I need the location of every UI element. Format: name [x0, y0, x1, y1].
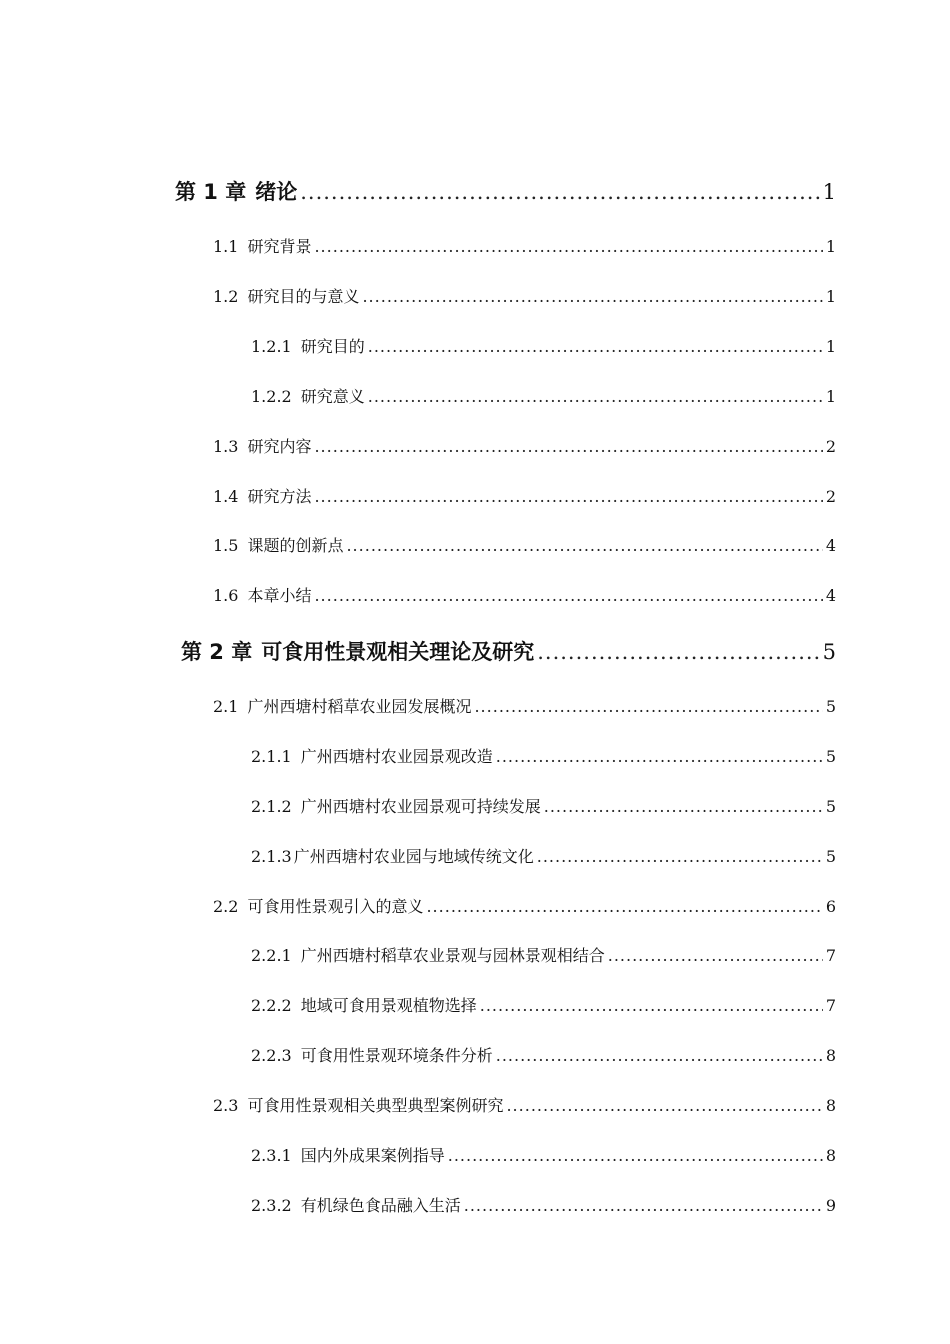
toc-entry-1-3[interactable]: [213, 434, 836, 457]
entry-title: 可食用性景观相关理论及研究: [261, 640, 535, 664]
entry-number: 1.6: [213, 586, 239, 605]
page-number: 1: [825, 237, 836, 256]
entry-title: 研究目的: [300, 337, 365, 356]
toc-entry-2-1-2[interactable]: [251, 794, 836, 817]
toc-entry-2-2[interactable]: [213, 894, 836, 917]
dot-leader: [426, 897, 822, 916]
page-number: 8: [825, 1046, 836, 1065]
dot-leader: [608, 946, 823, 965]
entry-title: 广州西塘村稻草农业园发展概况: [247, 697, 472, 716]
entry-title: 广州西塘村稻草农业景观与园林景观相结合: [300, 946, 605, 965]
toc-entry-chapter-1[interactable]: [175, 176, 836, 206]
toc-entry-1-4[interactable]: [213, 484, 836, 507]
entry-number: 1.2.1: [251, 337, 292, 356]
entry-title: 可食用性景观引入的意义: [247, 897, 424, 916]
toc-entry-2-1-1[interactable]: [251, 744, 836, 767]
entry-number: 2.1.2: [251, 797, 292, 816]
entry-title: 课题的创新点: [247, 536, 344, 555]
toc-entry-1-2-2[interactable]: [251, 384, 836, 407]
page-number: 7: [825, 996, 836, 1015]
dot-leader: [537, 847, 823, 866]
dot-leader: [464, 1196, 823, 1215]
dot-leader: [346, 536, 822, 555]
page-number: 2: [825, 437, 836, 456]
toc-entry-2-3[interactable]: [213, 1093, 836, 1116]
page-number: 2: [825, 487, 836, 506]
page-number: 5: [822, 640, 836, 664]
entry-title: 研究目的与意义: [247, 287, 360, 306]
toc-entry-2-2-1[interactable]: [251, 943, 836, 966]
entry-number: 2.2.3: [251, 1046, 292, 1065]
dot-leader: [314, 487, 822, 506]
entry-title: 有机绿色食品融入生活: [300, 1196, 461, 1215]
entry-title: 可食用性景观相关典型典型案例研究: [247, 1096, 504, 1115]
entry-number: 2.1.1: [251, 747, 292, 766]
entry-title: 广州西塘村农业园与地域传统文化: [293, 847, 534, 866]
entry-number: 2.2.2: [251, 996, 292, 1015]
entry-number: 2.2: [213, 897, 239, 916]
entry-number: 1.3: [213, 437, 239, 456]
toc-entry-1-1[interactable]: [213, 234, 836, 257]
toc-entry-1-5[interactable]: [213, 533, 836, 556]
entry-title: 广州西塘村农业园景观可持续发展: [300, 797, 541, 816]
page-number: 1: [825, 387, 836, 406]
entry-number: 2.3.2: [251, 1196, 292, 1215]
entry-title: 绪论: [255, 180, 298, 204]
entry-title: 研究意义: [300, 387, 365, 406]
dot-leader: [314, 586, 822, 605]
page-number: 8: [825, 1146, 836, 1165]
dot-leader: [448, 1146, 823, 1165]
page-number: 6: [825, 897, 836, 916]
dot-leader: [496, 1046, 823, 1065]
page-number: 5: [825, 797, 836, 816]
dot-leader: [300, 180, 819, 204]
dot-leader: [314, 437, 822, 456]
entry-title: 国内外成果案例指导: [300, 1146, 445, 1165]
toc-entry-1-2-1[interactable]: [251, 334, 836, 357]
page-number: 1: [825, 337, 836, 356]
dot-leader: [480, 996, 823, 1015]
page-number: 4: [825, 536, 836, 555]
entry-title: 地域可食用景观植物选择: [300, 996, 477, 1015]
dot-leader: [506, 1096, 822, 1115]
page-number: 5: [825, 697, 836, 716]
toc-entry-2-2-2[interactable]: [251, 993, 836, 1016]
page-number: 8: [825, 1096, 836, 1115]
dot-leader: [474, 697, 822, 716]
entry-title: 研究背景: [247, 237, 312, 256]
dot-leader: [368, 337, 823, 356]
toc-entry-1-6[interactable]: [213, 583, 836, 606]
entry-title: 广州西塘村农业园景观改造: [300, 747, 493, 766]
dot-leader: [537, 640, 819, 664]
entry-number: 2.3.1: [251, 1146, 292, 1165]
dot-leader: [544, 797, 823, 816]
page-number: 7: [825, 946, 836, 965]
toc-entry-2-1-3[interactable]: [251, 844, 836, 867]
page-number: 1: [825, 287, 836, 306]
entry-number: 2.1.3: [251, 847, 292, 866]
entry-number: 1.1: [213, 237, 239, 256]
toc-entry-2-2-3[interactable]: [251, 1043, 836, 1066]
entry-number: 2.3: [213, 1096, 239, 1115]
toc-entry-2-1[interactable]: [213, 694, 836, 717]
entry-number: 2.1: [213, 697, 239, 716]
toc-entry-2-3-2[interactable]: [251, 1193, 836, 1216]
entry-number: 1.2.2: [251, 387, 292, 406]
entry-title: 研究内容: [247, 437, 312, 456]
page-number: 1: [822, 180, 836, 204]
entry-number: 第 1 章: [175, 180, 247, 204]
toc-entry-chapter-2[interactable]: [181, 636, 836, 666]
entry-number: 1.2: [213, 287, 239, 306]
page-number: 4: [825, 586, 836, 605]
entry-number: 2.2.1: [251, 946, 292, 965]
toc-entry-2-3-1[interactable]: [251, 1143, 836, 1166]
entry-title: 研究方法: [247, 487, 312, 506]
dot-leader: [362, 287, 822, 306]
entry-number: 1.4: [213, 487, 239, 506]
page-number: 9: [825, 1196, 836, 1215]
entry-number: 1.5: [213, 536, 239, 555]
dot-leader: [368, 387, 823, 406]
dot-leader: [496, 747, 823, 766]
toc-entry-1-2[interactable]: [213, 284, 836, 307]
page-number: 5: [825, 847, 836, 866]
page-number: 5: [825, 747, 836, 766]
entry-number: 第 2 章: [181, 640, 253, 664]
entry-title: 可食用性景观环境条件分析: [300, 1046, 493, 1065]
entry-title: 本章小结: [247, 586, 312, 605]
dot-leader: [314, 237, 822, 256]
